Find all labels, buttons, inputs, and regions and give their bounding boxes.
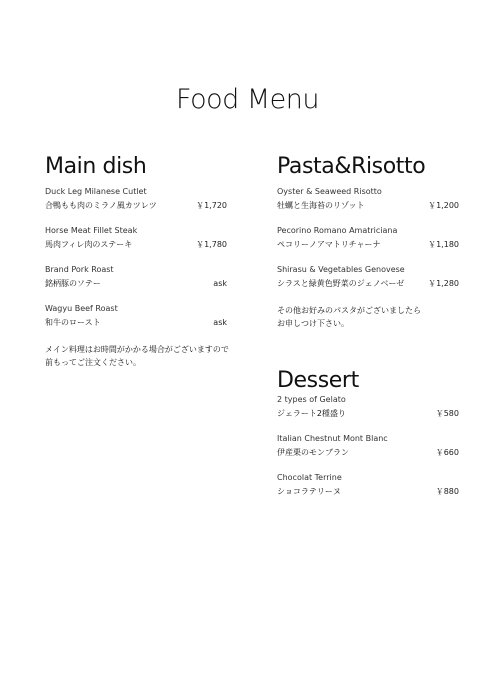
item-name-en: Shirasu & Vegetables Genovese xyxy=(277,265,405,274)
item-name-en: Brand Pork Roast xyxy=(45,265,114,274)
note-line: お申しつけ下さい。 xyxy=(277,319,349,328)
menu-item xyxy=(277,473,342,497)
note-line: メイン料理はお時間がかかる場合がございますので xyxy=(45,345,229,354)
item-name-en: Horse Meat Fillet Steak xyxy=(45,226,138,235)
item-name-en: 2 types of Gelato xyxy=(277,395,346,404)
item-name-en: Wagyu Beef Roast xyxy=(45,304,118,313)
item-price: ask xyxy=(213,318,227,327)
item-price: ￥1,200 xyxy=(428,201,459,210)
item-price: ￥1,720 xyxy=(196,201,227,210)
item-name-jp: 伊産栗のモンブラン xyxy=(277,448,349,457)
item-name-jp: 馬肉フィレ肉のステーキ xyxy=(45,240,133,249)
pasta-note xyxy=(277,304,421,330)
menu-item xyxy=(45,265,114,289)
pasta-heading: Pasta&Risotto xyxy=(277,154,426,179)
item-price: ￥1,780 xyxy=(196,240,227,249)
item-price: ￥1,280 xyxy=(428,279,459,288)
menu-item xyxy=(45,226,137,250)
item-name-jp: シラスと緑黄色野菜のジェノベーゼ xyxy=(277,279,405,288)
item-price: ￥660 xyxy=(435,448,459,457)
item-name-en: Italian Chestnut Mont Blanc xyxy=(277,434,388,443)
menu-item xyxy=(277,434,388,458)
item-name-jp: 和牛のロースト xyxy=(45,318,101,327)
item-name-jp: 牡蠣と生海苔のリゾット xyxy=(277,201,365,210)
dessert-heading: Dessert xyxy=(277,368,359,393)
page-title: Food Menu xyxy=(176,84,319,115)
item-name-jp: ジェラート2種盛り xyxy=(277,409,346,418)
menu-item xyxy=(277,187,382,211)
item-name-en: Chocolat Terrine xyxy=(277,473,342,482)
item-name-jp: 銘柄豚のソテー xyxy=(45,279,101,288)
menu-item xyxy=(45,304,118,328)
item-price: ￥880 xyxy=(435,487,459,496)
menu-item xyxy=(277,265,405,289)
item-name-en: Oyster & Seaweed Risotto xyxy=(277,187,382,196)
item-name-jp: ショコラテリーヌ xyxy=(277,487,341,496)
item-name-jp: 合鴨もも肉のミラノ風カツレツ xyxy=(45,201,157,210)
item-price: ￥580 xyxy=(435,409,459,418)
note-line: 前もってご注文ください。 xyxy=(45,358,141,367)
item-name-jp: ペコリーノアマトリチャーナ xyxy=(277,240,381,249)
item-price: ask xyxy=(213,279,227,288)
menu-item xyxy=(277,226,397,250)
menu-item xyxy=(45,187,157,211)
note-line: その他お好みのパスタがございましたら xyxy=(277,306,421,315)
item-price: ￥1,180 xyxy=(428,240,459,249)
item-name-en: Pecorino Romano Amatriciana xyxy=(277,226,398,235)
item-name-en: Duck Leg Milanese Cutlet xyxy=(45,187,147,196)
main-dish-heading: Main dish xyxy=(45,154,147,179)
menu-item xyxy=(277,395,346,419)
main-dish-note xyxy=(45,343,229,369)
